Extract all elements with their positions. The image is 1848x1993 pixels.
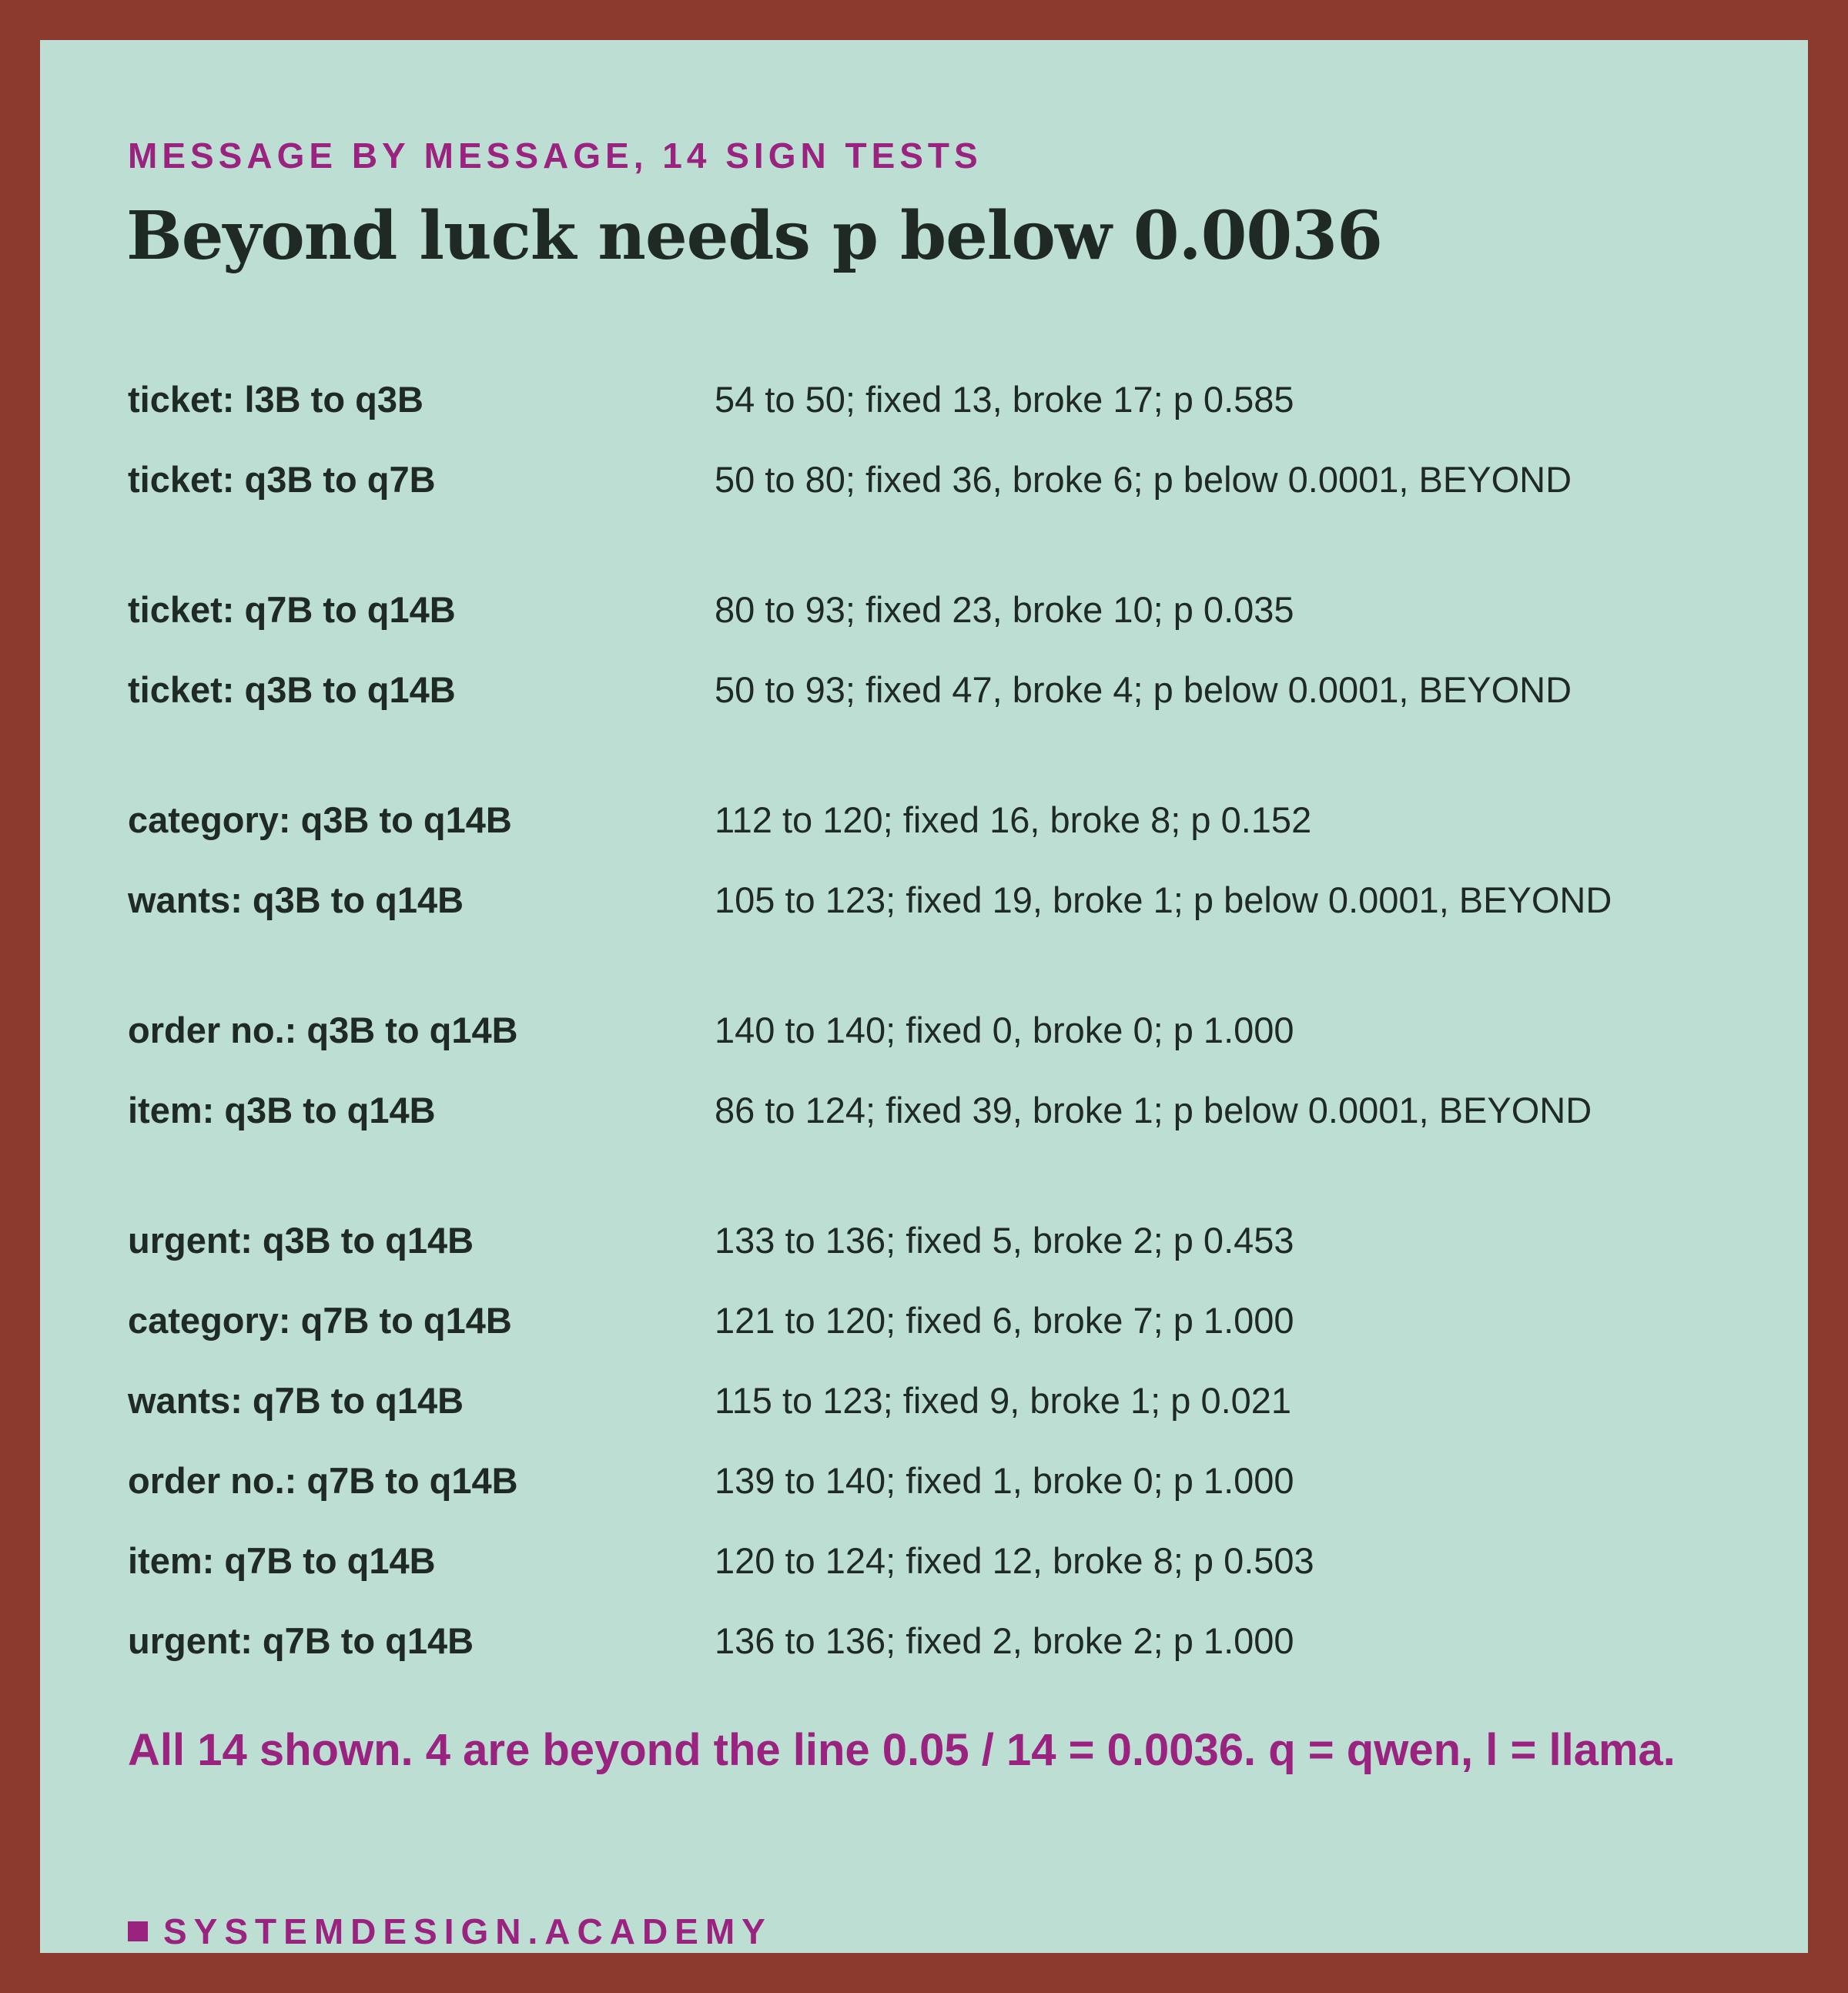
sign-test-row [128,1070,1783,1151]
test-result: 115 to 123; fixed 9, broke 1; p 0.021 [715,1380,1292,1421]
page-title: Beyond luck needs p below 0.0036 [126,197,1382,275]
square-bullet-icon [128,1921,148,1941]
test-label: wants: q7B to q14B [128,1380,464,1421]
test-label: order no.: q7B to q14B [128,1460,518,1501]
test-label: ticket: l3B to q3B [128,379,424,420]
sign-test-row [128,780,1783,860]
test-label: ticket: q3B to q14B [128,669,456,710]
test-result: 112 to 120; fixed 16, broke 8; p 0.152 [715,799,1312,840]
test-label: urgent: q3B to q14B [128,1220,474,1261]
card-panel [40,40,1808,1953]
test-label: category: q3B to q14B [128,799,512,840]
test-result: 139 to 140; fixed 1, broke 0; p 1.000 [715,1460,1294,1501]
test-result: 50 to 80; fixed 36, broke 6; p below 0.0001, BEYOND [715,459,1572,500]
test-result: 120 to 124; fixed 12, broke 8; p 0.503 [715,1540,1314,1581]
test-result: 105 to 123; fixed 19, broke 1; p below 0.0001, BEYOND [715,879,1612,920]
test-label: ticket: q3B to q7B [128,459,436,500]
test-result: 133 to 136; fixed 5, broke 2; p 0.453 [715,1220,1294,1261]
test-label: item: q3B to q14B [128,1090,436,1130]
test-result: 86 to 124; fixed 39, broke 1; p below 0.0001, BEYOND [715,1090,1592,1130]
test-label: wants: q3B to q14B [128,879,464,920]
sign-test-row [128,860,1783,940]
summary-note: All 14 shown. 4 are beyond the line 0.05 / 14 = 0.0036. q = qwen, l = llama. [128,1725,1676,1775]
sign-test-row [128,650,1783,730]
test-label: urgent: q7B to q14B [128,1620,474,1661]
sign-test-row [128,990,1783,1070]
sign-test-row [128,1521,1783,1601]
test-result: 80 to 93; fixed 23, broke 10; p 0.035 [715,589,1294,630]
eyebrow-label: MESSAGE BY MESSAGE, 14 SIGN TESTS [128,136,983,176]
test-result: 136 to 136; fixed 2, broke 2; p 1.000 [715,1620,1294,1661]
sign-test-row [128,440,1783,520]
sign-test-row [128,570,1783,650]
test-result: 50 to 93; fixed 47, broke 4; p below 0.0001, BEYOND [715,669,1572,710]
sign-test-row [128,1361,1783,1441]
sign-test-row [128,1441,1783,1521]
test-label: category: q7B to q14B [128,1300,512,1341]
test-result: 121 to 120; fixed 6, broke 7; p 1.000 [715,1300,1294,1341]
sign-test-row [128,360,1783,440]
test-label: item: q7B to q14B [128,1540,436,1581]
sign-test-row [128,1601,1783,1681]
test-result: 54 to 50; fixed 13, broke 17; p 0.585 [715,379,1294,420]
test-label: order no.: q3B to q14B [128,1010,518,1050]
sign-test-row [128,1281,1783,1361]
sign-test-row [128,1201,1783,1281]
footer-brand [128,1910,772,1953]
brand-name: SYSTEMDESIGN.ACADEMY [163,1911,772,1951]
test-result: 140 to 140; fixed 0, broke 0; p 1.000 [715,1010,1294,1050]
test-label: ticket: q7B to q14B [128,589,456,630]
sign-test-list [128,360,1783,1681]
